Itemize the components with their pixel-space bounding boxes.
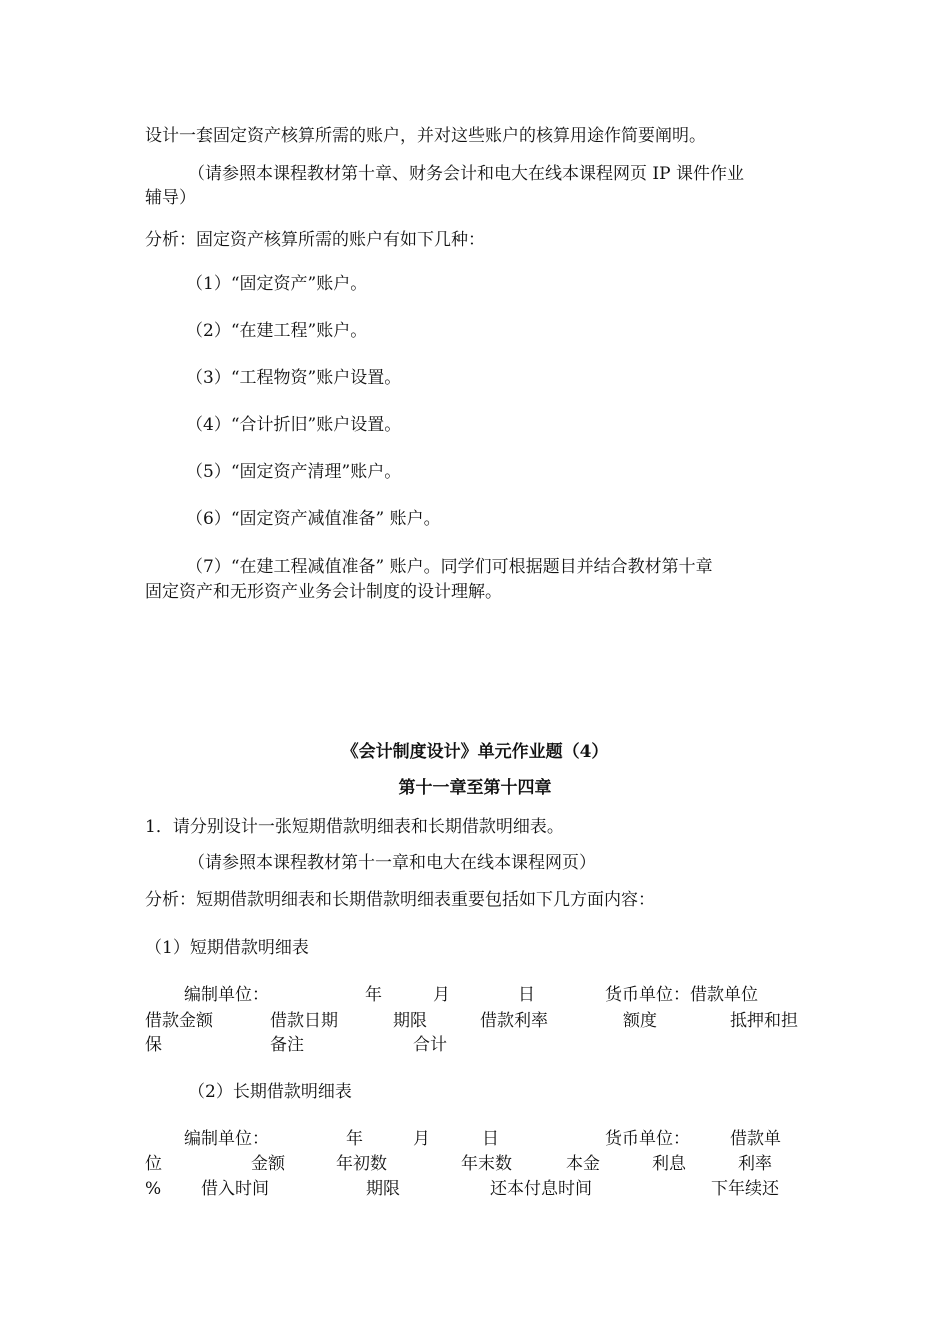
field-label: 期限 [366,1179,400,1199]
field-label: 编制单位： [184,1129,269,1149]
field-label: 年 [365,985,382,1005]
analysis-text: 分析：固定资产核算所需的账户有如下几种： [145,230,485,250]
reference-note: （请参照本课程教材第十一章和电大在线本课程网页） [188,853,596,873]
field-label: 月 [433,985,450,1005]
field-label: 月 [413,1129,430,1149]
field-label: 年初数 [336,1154,387,1174]
page-subtitle: 第十一章至第十四章 [398,778,552,798]
question-text: 1．请分别设计一张短期借款明细表和长期借款明细表。 [145,817,564,837]
list-item: （3）“工程物资”账户设置。 [186,368,402,388]
field-label: 编制单位： [184,985,269,1005]
list-item: （2）“在建工程”账户。 [186,321,368,341]
field-label: % [145,1179,162,1199]
field-label: 日 [518,985,535,1005]
field-label: 借款单 [730,1129,781,1149]
field-label: 日 [482,1129,499,1149]
analysis-text: 分析：短期借款明细表和长期借款明细表重要包括如下几方面内容： [145,890,655,910]
list-item: （1）“固定资产”账户。 [186,274,368,294]
field-label: 借款金额 [145,1011,213,1031]
list-item: （5）“固定资产清理”账户。 [186,462,402,482]
field-label: 利息 [652,1154,686,1174]
short-term-table-title: （1）短期借款明细表 [145,938,309,958]
field-label: 保 [145,1035,162,1055]
field-label: 本金 [566,1154,600,1174]
field-label: 年末数 [461,1154,512,1174]
field-label: 额度 [623,1011,657,1031]
field-label: 抵押和担 [730,1011,798,1031]
field-label: 位 [145,1154,162,1174]
field-label: 借款日期 [270,1011,338,1031]
list-item: （6）“固定资产减值准备” 账户。 [186,509,441,529]
page-title: 《会计制度设计》单元作业题（4） [341,742,609,762]
list-item: （7）“在建工程减值准备” 账户。同学们可根据题目并结合教材第十章 [186,557,713,577]
field-label: 利率 [738,1154,772,1174]
list-item-continuation: 固定资产和无形资产业务会计制度的设计理解。 [145,582,502,602]
field-label: 备注 [270,1035,304,1055]
long-term-table-title: （2）长期借款明细表 [188,1082,352,1102]
field-label: 年 [346,1129,363,1149]
field-label: 金额 [251,1154,285,1174]
field-label: 还本付息时间 [490,1179,592,1199]
field-label: 货币单位：借款单位 [605,985,758,1005]
list-item: （4）“合计折旧”账户设置。 [186,415,402,435]
field-label: 借款利率 [480,1011,548,1031]
reference-note-line1: （请参照本课程教材第十章、财务会计和电大在线本课程网页 IP 课件作业 [188,164,744,184]
field-label: 期限 [393,1011,427,1031]
field-label: 借入时间 [201,1179,269,1199]
field-label: 合计 [413,1035,447,1055]
intro-text: 设计一套固定资产核算所需的账户，并对这些账户的核算用途作简要阐明。 [145,126,706,146]
reference-note-line2: 辅导） [145,188,196,208]
field-label: 货币单位： [605,1129,690,1149]
field-label: 下年续还 [711,1179,779,1199]
